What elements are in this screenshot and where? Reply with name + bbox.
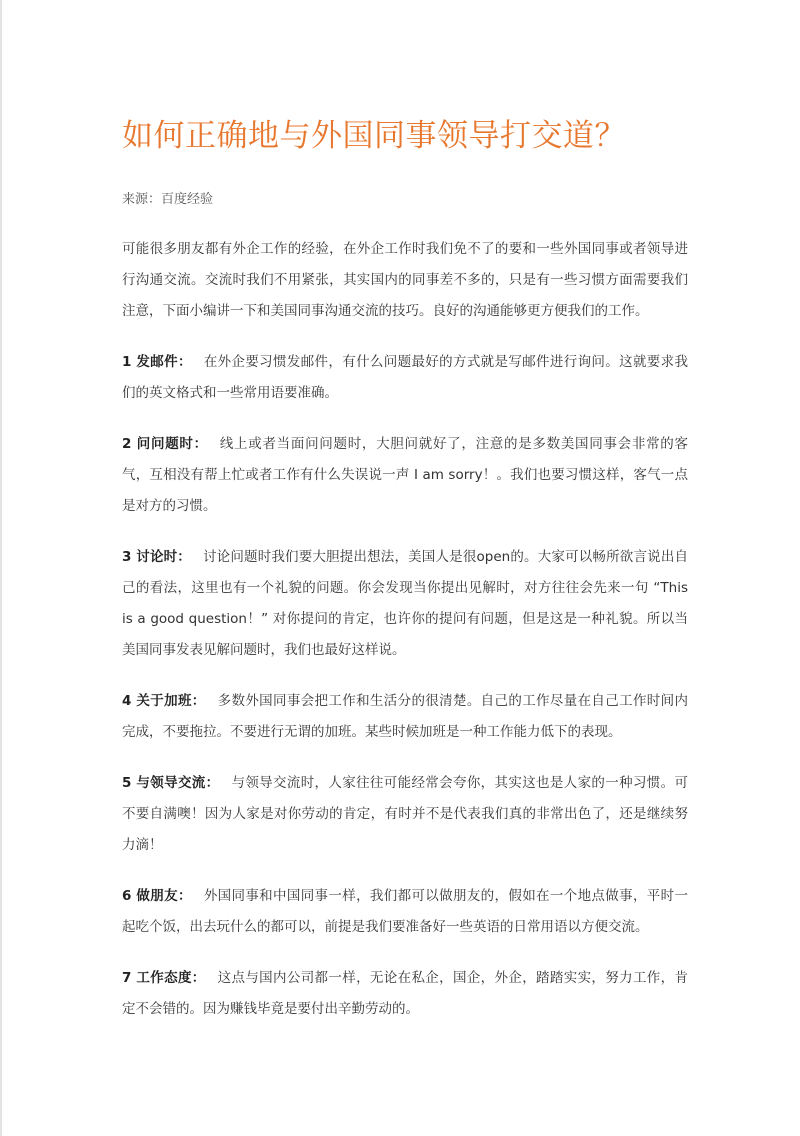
section-text: 在外企要习惯发邮件，有什么问题最好的方式就是写邮件进行询问。这就要求我们的英文格式和一些常用语要准确。 — [122, 354, 688, 401]
section-email — [122, 347, 688, 409]
section-text: 这点与国内公司都一样，无论在私企，国企，外企，踏踏实实，努力工作，肯定不会错的。因为赚钱毕竟是要付出辛勤劳动的。 — [122, 970, 688, 1017]
article-intro: 可能很多朋友都有外企工作的经验，在外企工作时我们免不了的要和一些外国同事或者领导进行沟通交流。交流时我们不用紧张，其实国内的同事差不多的，只是有一些习惯方面需要我们注意，下面小编讲一下和美国同事沟通交流的技巧。良好的沟通能够更方便我们的工作。 — [122, 241, 688, 319]
section-heading: 5 与领导交流： — [122, 775, 220, 791]
section-text: 外国同事和中国同事一样，我们都可以做朋友的，假如在一个地点做事，平时一起吃个饭，出去玩什么的都可以，前提是我们要准备好一些英语的日常用语以方便交流。 — [122, 888, 688, 935]
section-discussion — [122, 542, 688, 666]
section-heading: 4 关于加班： — [122, 693, 206, 709]
section-heading: 7 工作态度： — [122, 970, 206, 986]
section-heading: 6 做朋友： — [122, 888, 192, 904]
section-text: 与领导交流时，人家往往可能经常会夸你，其实这也是人家的一种习惯。可不要自满噢！因为人家是对你劳动的肯定，有时并不是代表我们真的非常出色了，还是继续努力滴！ — [122, 775, 688, 853]
section-text: 讨论问题时我们要大胆提出想法，美国人是很open的。大家可以畅所欲言说出自己的看法，这里也有一个礼貌的问题。你会发现当你提出见解时，对方往往会先来一句 “This is a good question！” 对你提问的肯定，也许你的提问有问题，但是这是一种礼貌。所以当美国同事发表见解问题时，我们也最好这样说。 — [122, 549, 688, 658]
section-asking-questions — [122, 429, 688, 522]
article-title: 如何正确地与外国同事领导打交道？ — [122, 118, 626, 154]
section-overtime — [122, 686, 688, 748]
article — [122, 112, 688, 1025]
section-friends — [122, 881, 688, 943]
section-heading: 2 问问题时： — [122, 436, 208, 452]
section-leader-communication — [122, 768, 688, 861]
section-text: 线上或者当面问问题时，大胆问就好了，注意的是多数美国同事会非常的客气，互相没有帮上忙或者工作有什么失误说一声 I am sorry！。我们也要习惯这样，客气一点是对方的习惯。 — [122, 436, 689, 514]
article-source: 来源：百度经验 — [122, 192, 214, 207]
section-heading: 1 发邮件： — [122, 354, 192, 370]
section-work-attitude — [122, 963, 688, 1025]
section-heading: 3 讨论时： — [122, 549, 191, 565]
section-text: 多数外国同事会把工作和生活分的很清楚。自己的工作尽量在自己工作时间内完成，不要拖拉。不要进行无谓的加班。某些时候加班是一种工作能力低下的表现。 — [122, 693, 688, 740]
page-edge — [0, 0, 2, 1136]
